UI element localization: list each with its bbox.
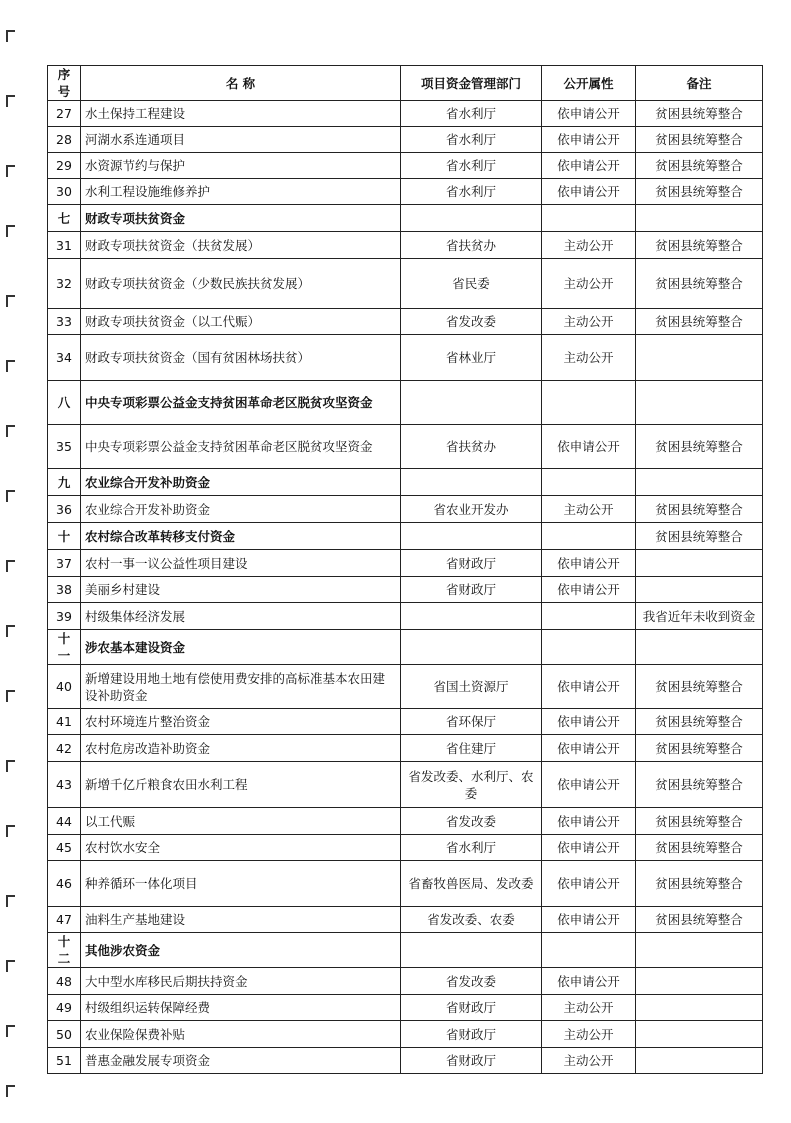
binding-mark: [6, 1025, 15, 1037]
cell-name: 农业综合开发补助资金: [81, 496, 401, 523]
cell-no: 八: [48, 381, 81, 425]
cell-dept: 省扶贫办: [401, 232, 542, 259]
cell-note: [636, 630, 763, 665]
cell-attr: 主动公开: [542, 335, 636, 381]
cell-attr: 依申请公开: [542, 577, 636, 603]
table-row: [48, 496, 763, 523]
cell-dept: 省畜牧兽医局、发改委: [401, 861, 542, 907]
cell-no: 十: [48, 523, 81, 550]
cell-name: 普惠金融发展专项资金: [81, 1048, 401, 1074]
cell-name: 水利工程设施维修养护: [81, 179, 401, 205]
cell-dept: 省国土资源厅: [401, 665, 542, 709]
binding-mark: [6, 490, 15, 502]
cell-dept: 省发改委: [401, 968, 542, 995]
cell-dept: [401, 603, 542, 630]
binding-mark: [6, 95, 15, 107]
category-row: [48, 469, 763, 496]
cell-note: [636, 205, 763, 232]
cell-attr: [542, 469, 636, 496]
cell-note: 贫困县统筹整合: [636, 127, 763, 153]
table-row: [48, 603, 763, 630]
cell-attr: [542, 933, 636, 968]
cell-note: 贫困县统筹整合: [636, 861, 763, 907]
cell-note: [636, 550, 763, 577]
binding-mark: [6, 225, 15, 237]
cell-note: 贫困县统筹整合: [636, 101, 763, 127]
header-name: 名 称: [81, 66, 401, 101]
cell-dept: 省发改委: [401, 309, 542, 335]
cell-dept: 省水利厅: [401, 153, 542, 179]
binding-mark: [6, 295, 15, 307]
table-row: [48, 309, 763, 335]
cell-no: 36: [48, 496, 81, 523]
category-row: [48, 630, 763, 665]
cell-no: 40: [48, 665, 81, 709]
cell-attr: 依申请公开: [542, 550, 636, 577]
table-row: [48, 709, 763, 735]
cell-no: 27: [48, 101, 81, 127]
cell-note: 贫困县统筹整合: [636, 735, 763, 762]
cell-name: 新增千亿斤粮食农田水利工程: [81, 762, 401, 808]
cell-attr: 依申请公开: [542, 127, 636, 153]
binding-margin: [0, 0, 24, 1123]
cell-name: 水土保持工程建设: [81, 101, 401, 127]
cell-no: 33: [48, 309, 81, 335]
header-note: 备注: [636, 66, 763, 101]
cell-attr: 依申请公开: [542, 425, 636, 469]
cell-attr: [542, 630, 636, 665]
cell-note: [636, 577, 763, 603]
table-row: [48, 835, 763, 861]
cell-no: 38: [48, 577, 81, 603]
table-row: [48, 259, 763, 309]
cell-attr: [542, 381, 636, 425]
cell-name: 美丽乡村建设: [81, 577, 401, 603]
binding-mark: [6, 425, 15, 437]
cell-no: 50: [48, 1021, 81, 1048]
cell-dept: 省民委: [401, 259, 542, 309]
table-row: [48, 861, 763, 907]
cell-dept: 省水利厅: [401, 179, 542, 205]
cell-name: 农村一事一议公益性项目建设: [81, 550, 401, 577]
cell-name: 新增建设用地土地有偿使用费安排的高标准基本农田建设补助资金: [81, 665, 401, 709]
cell-name: 村级集体经济发展: [81, 603, 401, 630]
cell-attr: 依申请公开: [542, 665, 636, 709]
cell-attr: 依申请公开: [542, 907, 636, 933]
cell-dept: [401, 630, 542, 665]
cell-note: 贫困县统筹整合: [636, 153, 763, 179]
table-row: [48, 425, 763, 469]
category-row: [48, 205, 763, 232]
cell-name: 农村危房改造补助资金: [81, 735, 401, 762]
cell-name: 财政专项扶贫资金（国有贫困林场扶贫）: [81, 335, 401, 381]
cell-no: 41: [48, 709, 81, 735]
cell-name: 农业保险保费补贴: [81, 1021, 401, 1048]
table-row: [48, 995, 763, 1021]
binding-mark: [6, 960, 15, 972]
cell-attr: 依申请公开: [542, 968, 636, 995]
cell-no: 47: [48, 907, 81, 933]
cell-attr: [542, 523, 636, 550]
cell-dept: 省财政厅: [401, 577, 542, 603]
cell-dept: 省林业厅: [401, 335, 542, 381]
cell-note: [636, 1048, 763, 1074]
cell-attr: 依申请公开: [542, 153, 636, 179]
cell-name: 农村环境连片整治资金: [81, 709, 401, 735]
cell-no: 32: [48, 259, 81, 309]
cell-attr: 主动公开: [542, 995, 636, 1021]
binding-mark: [6, 895, 15, 907]
cell-no: 31: [48, 232, 81, 259]
cell-name: 财政专项扶贫资金（以工代赈）: [81, 309, 401, 335]
cell-dept: 省发改委、水利厅、农委: [401, 762, 542, 808]
cell-note: 贫困县统筹整合: [636, 665, 763, 709]
table-row: [48, 153, 763, 179]
cell-name: 村级组织运转保障经费: [81, 995, 401, 1021]
cell-no: 46: [48, 861, 81, 907]
table-row: [48, 127, 763, 153]
cell-name: 水资源节约与保护: [81, 153, 401, 179]
cell-note: [636, 1021, 763, 1048]
binding-mark: [6, 560, 15, 572]
cell-attr: 主动公开: [542, 1048, 636, 1074]
category-row: [48, 381, 763, 425]
cell-dept: 省财政厅: [401, 550, 542, 577]
cell-name: 以工代赈: [81, 808, 401, 835]
cell-dept: 省发改委: [401, 808, 542, 835]
cell-dept: 省住建厅: [401, 735, 542, 762]
cell-note: 贫困县统筹整合: [636, 709, 763, 735]
cell-no: 28: [48, 127, 81, 153]
table-row: [48, 762, 763, 808]
cell-no: 34: [48, 335, 81, 381]
cell-no: 45: [48, 835, 81, 861]
cell-no: 29: [48, 153, 81, 179]
cell-attr: 依申请公开: [542, 735, 636, 762]
table-row: [48, 1048, 763, 1074]
table-row: [48, 577, 763, 603]
cell-no: 43: [48, 762, 81, 808]
cell-name: 种养循环一体化项目: [81, 861, 401, 907]
cell-name: 农村综合改革转移支付资金: [81, 523, 401, 550]
cell-attr: 依申请公开: [542, 709, 636, 735]
cell-dept: [401, 523, 542, 550]
cell-attr: 依申请公开: [542, 762, 636, 808]
cell-name: 其他涉农资金: [81, 933, 401, 968]
cell-note: 贫困县统筹整合: [636, 835, 763, 861]
cell-name: 油料生产基地建设: [81, 907, 401, 933]
binding-mark: [6, 690, 15, 702]
cell-note: [636, 335, 763, 381]
cell-no: 37: [48, 550, 81, 577]
cell-attr: 依申请公开: [542, 835, 636, 861]
header-dept: 项目资金管理部门: [401, 66, 542, 101]
cell-note: 贫困县统筹整合: [636, 309, 763, 335]
table-row: [48, 968, 763, 995]
cell-name: 大中型水库移民后期扶持资金: [81, 968, 401, 995]
cell-dept: [401, 381, 542, 425]
table-row: [48, 232, 763, 259]
cell-no: 30: [48, 179, 81, 205]
cell-note: 贫困县统筹整合: [636, 907, 763, 933]
cell-dept: 省扶贫办: [401, 425, 542, 469]
cell-dept: 省发改委、农委: [401, 907, 542, 933]
cell-attr: 主动公开: [542, 232, 636, 259]
cell-dept: [401, 205, 542, 232]
cell-note: [636, 381, 763, 425]
cell-note: [636, 933, 763, 968]
cell-note: [636, 968, 763, 995]
cell-attr: [542, 205, 636, 232]
cell-note: 贫困县统筹整合: [636, 808, 763, 835]
cell-name: 农村饮水安全: [81, 835, 401, 861]
cell-note: 贫困县统筹整合: [636, 523, 763, 550]
binding-mark: [6, 165, 15, 177]
cell-name: 财政专项扶贫资金（扶贫发展）: [81, 232, 401, 259]
cell-dept: 省农业开发办: [401, 496, 542, 523]
table-row: [48, 179, 763, 205]
table-row: [48, 1021, 763, 1048]
funds-table: [47, 65, 763, 1074]
cell-no: 49: [48, 995, 81, 1021]
binding-mark: [6, 825, 15, 837]
binding-mark: [6, 625, 15, 637]
cell-dept: [401, 933, 542, 968]
cell-note: 贫困县统筹整合: [636, 232, 763, 259]
cell-name: 中央专项彩票公益金支持贫困革命老区脱贫攻坚资金: [81, 425, 401, 469]
cell-name: 财政专项扶贫资金: [81, 205, 401, 232]
cell-note: [636, 995, 763, 1021]
cell-no: 七: [48, 205, 81, 232]
cell-note: 贫困县统筹整合: [636, 496, 763, 523]
table-row: [48, 808, 763, 835]
binding-mark: [6, 760, 15, 772]
table-row: [48, 735, 763, 762]
cell-attr: [542, 603, 636, 630]
cell-name: 中央专项彩票公益金支持贫困革命老区脱贫攻坚资金: [81, 381, 401, 425]
cell-no: 十二: [48, 933, 81, 968]
category-row: [48, 523, 763, 550]
cell-name: 涉农基本建设资金: [81, 630, 401, 665]
cell-no: 48: [48, 968, 81, 995]
cell-attr: 依申请公开: [542, 101, 636, 127]
cell-attr: 依申请公开: [542, 861, 636, 907]
binding-mark: [6, 360, 15, 372]
cell-note: [636, 469, 763, 496]
cell-attr: 主动公开: [542, 309, 636, 335]
cell-attr: 依申请公开: [542, 808, 636, 835]
cell-dept: 省财政厅: [401, 1048, 542, 1074]
cell-no: 39: [48, 603, 81, 630]
cell-no: 51: [48, 1048, 81, 1074]
cell-attr: 主动公开: [542, 1021, 636, 1048]
table-row: [48, 550, 763, 577]
cell-dept: 省财政厅: [401, 1021, 542, 1048]
cell-note: 贫困县统筹整合: [636, 179, 763, 205]
cell-no: 35: [48, 425, 81, 469]
cell-no: 十一: [48, 630, 81, 665]
cell-no: 42: [48, 735, 81, 762]
table-header-row: [48, 66, 763, 101]
table-row: [48, 101, 763, 127]
cell-no: 44: [48, 808, 81, 835]
cell-note: 我省近年未收到资金: [636, 603, 763, 630]
cell-attr: 主动公开: [542, 496, 636, 523]
cell-dept: 省环保厅: [401, 709, 542, 735]
cell-dept: 省水利厅: [401, 835, 542, 861]
cell-attr: 主动公开: [542, 259, 636, 309]
table-row: [48, 907, 763, 933]
cell-note: 贫困县统筹整合: [636, 762, 763, 808]
cell-name: 河湖水系连通项目: [81, 127, 401, 153]
cell-name: 农业综合开发补助资金: [81, 469, 401, 496]
cell-no: 九: [48, 469, 81, 496]
cell-dept: 省水利厅: [401, 127, 542, 153]
cell-dept: 省财政厅: [401, 995, 542, 1021]
table-row: [48, 665, 763, 709]
cell-dept: [401, 469, 542, 496]
cell-note: 贫困县统筹整合: [636, 425, 763, 469]
binding-mark: [6, 30, 15, 42]
header-no: 序号: [48, 66, 81, 101]
category-row: [48, 933, 763, 968]
header-attr: 公开属性: [542, 66, 636, 101]
cell-attr: 依申请公开: [542, 179, 636, 205]
cell-name: 财政专项扶贫资金（少数民族扶贫发展）: [81, 259, 401, 309]
cell-dept: 省水利厅: [401, 101, 542, 127]
table-row: [48, 335, 763, 381]
binding-mark: [6, 1085, 15, 1097]
cell-note: 贫困县统筹整合: [636, 259, 763, 309]
